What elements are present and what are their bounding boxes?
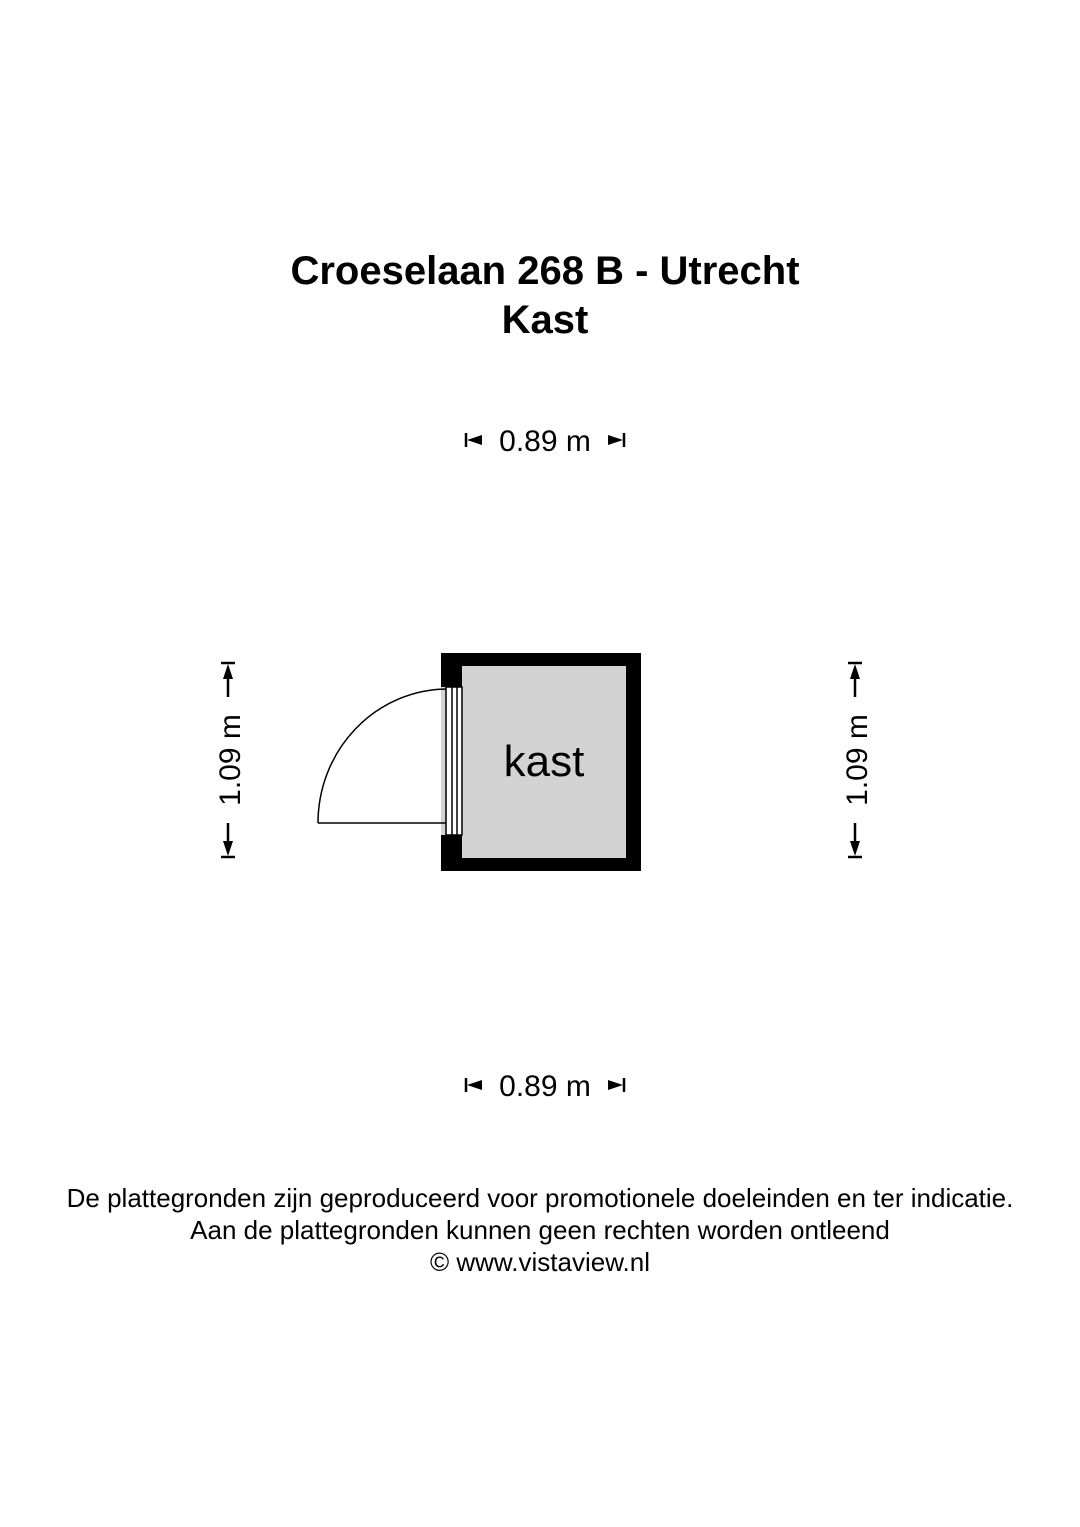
wall-top: [441, 653, 641, 666]
wall-right: [626, 653, 641, 871]
disclaimer-line-1: De plattegronden zijn geproduceerd voor promotionele doeleinden en ter indicatie.: [66, 1183, 1014, 1213]
dimension-right: [841, 663, 874, 857]
page-title: Croeselaan 268 B - Utrecht: [290, 249, 800, 293]
dimension-left: [214, 663, 247, 857]
dimension-left-label: 1.09 m: [214, 714, 247, 806]
room-subtitle: Kast: [501, 298, 589, 342]
door-swing-arc: [318, 689, 446, 823]
dimension-bottom-label: 0.89 m: [499, 1070, 591, 1103]
dimension-top-label: 0.89 m: [499, 425, 591, 458]
wall-left-lower: [441, 835, 462, 871]
wall-left-upper: [441, 653, 462, 687]
dimension-right-label: 1.09 m: [841, 714, 874, 806]
room-label: kast: [503, 737, 585, 786]
door-frame: [446, 687, 462, 835]
disclaimer-line-2: Aan de plattegronden kunnen geen rechten worden ontleend: [190, 1215, 890, 1245]
dimension-bottom: [466, 1070, 624, 1103]
dimension-top: [466, 425, 624, 458]
room-kast: [318, 653, 641, 871]
copyright-line: © www.vistaview.nl: [430, 1247, 650, 1277]
wall-bottom: [441, 858, 641, 871]
